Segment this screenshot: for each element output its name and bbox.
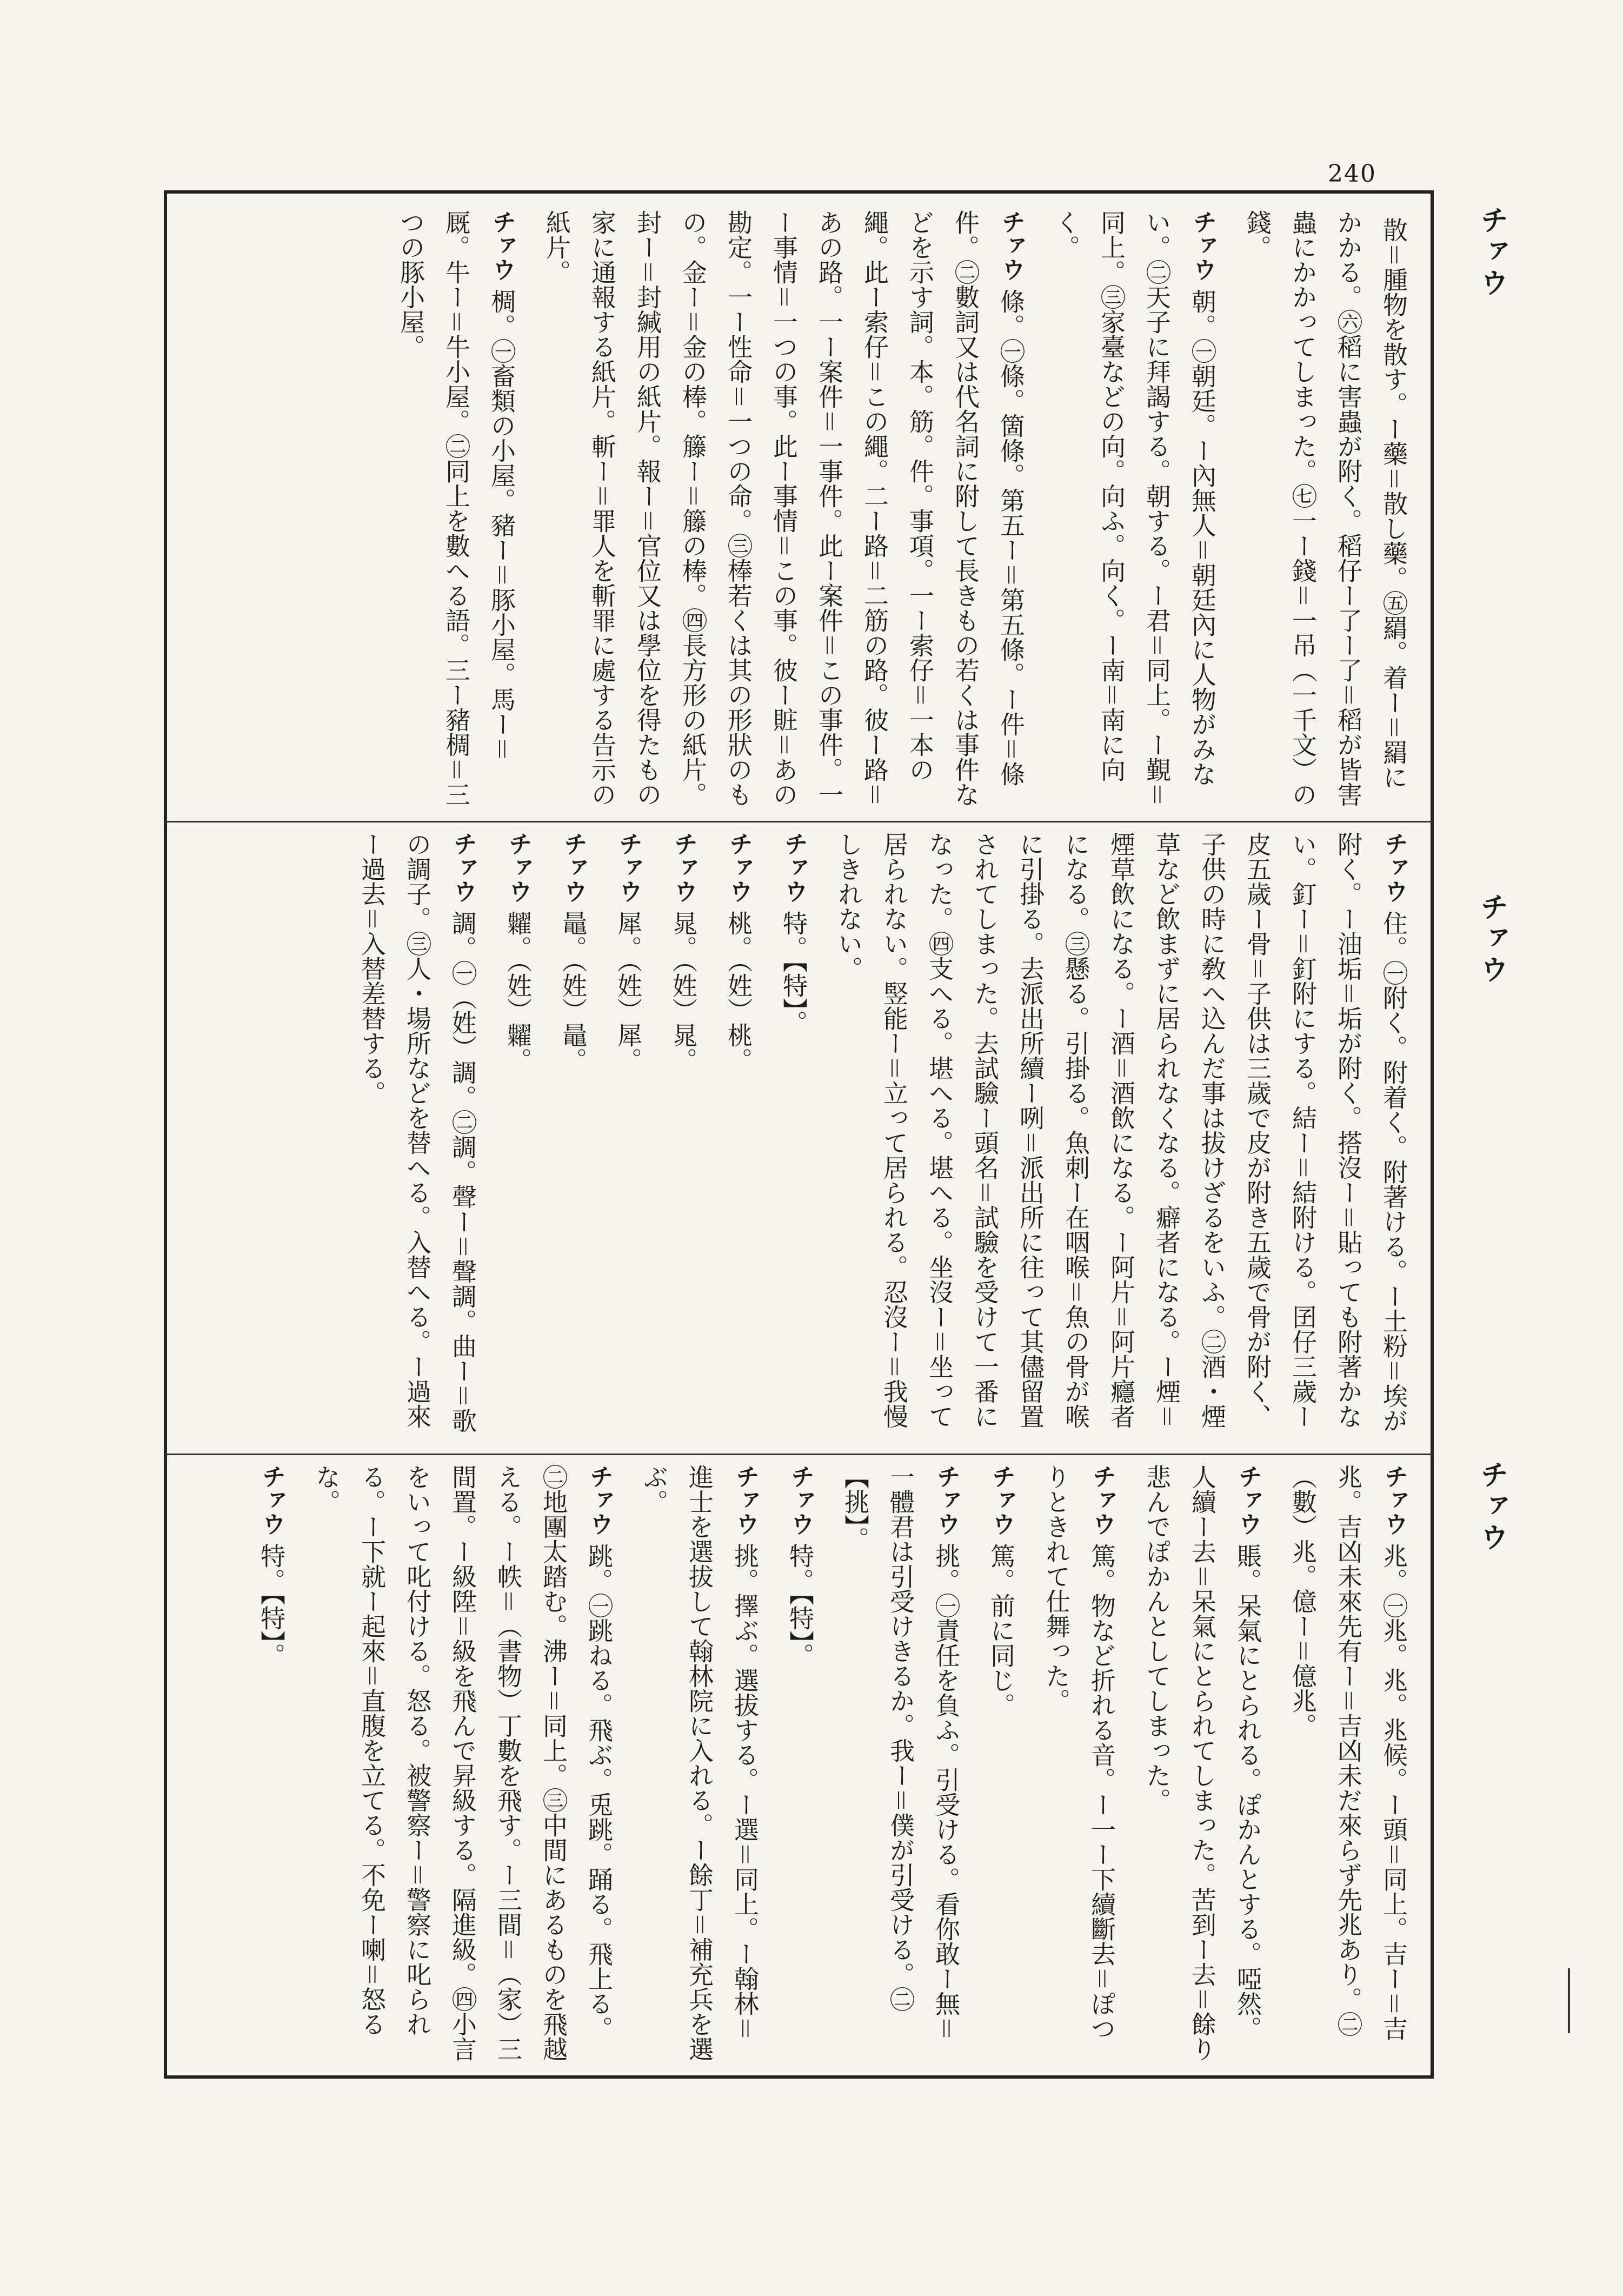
- headword: チァウ: [933, 1464, 960, 1536]
- entry-text: 犀。（姓）犀。: [614, 911, 643, 1072]
- section-middle: [184, 832, 1416, 1443]
- headword: チァウ: [1234, 1464, 1262, 1536]
- entry-text: 鼂。（姓）鼂。: [558, 911, 588, 1072]
- headword: チァウ: [586, 1464, 613, 1536]
- entry-text: 挑。㊀責任を負ふ。引受ける。看你敢ー無＝一體君は引受けきるか。我ー＝僕が引受ける。㊁【挑】。: [841, 1464, 961, 2041]
- entry-text: 糶。（姓）糶。: [503, 911, 533, 1072]
- headword: チァウ: [780, 832, 808, 903]
- entry: [1034, 1464, 1125, 2065]
- headword: チァウ: [731, 1464, 759, 1536]
- headword: チァウ: [615, 832, 642, 903]
- entry-text: 朝。㊀朝廷。ー內無人＝朝廷內に人物がみない。㊁天子に拜謁する。朝する。ー君＝同上。ー覲＝同上。㊂家臺などの向。向ふ。向く。ー南＝南に向く。: [1052, 210, 1217, 807]
- headword: チァウ: [988, 1464, 1015, 1536]
- entry-text: 晁。（姓）晁。: [669, 911, 698, 1072]
- headword: チァウ: [997, 210, 1025, 281]
- entry-text: 散＝腫物を散す。ー藥＝散し藥。㊄羂。着ー＝羂にかかる。㊅稻に害蟲が附く。稻仔ー了ー了＝稻が皆害蟲にかかってしまった。㊆一ー錢＝一吊（一千文）の錢。: [1243, 210, 1408, 807]
- entry: [249, 1464, 294, 2065]
- entry: [388, 210, 524, 810]
- headword: チァウ: [560, 832, 587, 903]
- entry: [304, 1464, 622, 2065]
- entry: [606, 832, 651, 1443]
- headword: チァウ: [488, 210, 516, 281]
- entry-text: 篤。前に同じ。: [987, 1543, 1016, 1717]
- entry-text: 調。㊀（姓）調。㊁調。聲ー＝聲調。曲ー＝歌の調子。㊂人・場所などを替へる。入替へる。ー過來ー過去＝入替差替する。: [357, 832, 477, 1433]
- headword: チァウ: [258, 1464, 285, 1536]
- entry: [716, 832, 761, 1443]
- headword: チァウ: [1380, 832, 1408, 903]
- section-heading-bottom: チァウ: [1475, 1460, 1508, 1554]
- entry-text: 特。【特】。: [786, 1543, 815, 1668]
- entry: [1280, 1464, 1416, 2065]
- entry: [833, 1464, 969, 2065]
- headword: チァウ: [1088, 1464, 1116, 1536]
- section-heading-middle: チァウ: [1475, 892, 1508, 986]
- entry: [534, 210, 1034, 810]
- headword: チァウ: [787, 1464, 814, 1536]
- section-divider-2: [164, 1454, 1434, 1455]
- entry-text: 挑。擇ぶ。選拔する。ー選＝同上。ー翰林＝進士を選拔して翰林院に入れる。ー餘丁＝補充兵を選ぶ。: [640, 1464, 760, 2061]
- entry-text: 椆。㊀畜類の小屋。豬ー＝豚小屋。馬ー＝厩。牛ー＝牛小屋。㊁同上を數へる語。三ー豬椆＝三つの豚小屋。: [396, 210, 516, 807]
- page-number: 240: [1328, 160, 1376, 188]
- entry-text: 桃。（姓）桃。: [724, 911, 753, 1072]
- entry: [631, 1464, 768, 2065]
- entry-text: 篤。物など折れる音。ー一ー下續斷去＝ぽつりときれて仕舞った。: [1042, 1464, 1116, 2041]
- entry: [771, 832, 816, 1443]
- entry: [1134, 1464, 1271, 2065]
- section-heading-top: チァウ: [1475, 205, 1508, 300]
- section-bottom: [184, 1464, 1416, 2065]
- section-top: [184, 210, 1416, 810]
- entry: [826, 832, 1416, 1443]
- entry-text: 兆。㊀兆。兆。兆候。ー頭＝同上。吉ー＝吉兆。吉凶未來先有ー＝吉凶未だ來らず先兆あり。㊁（數）兆。億ー＝億兆。: [1288, 1464, 1408, 2041]
- entry-text: 賬。呆氣にとられる。ぽかんとする。啞然。人續ー去＝呆氣にとられてしまった。苦到ー去＝餘り悲んでぽかんとしてしまった。: [1142, 1464, 1262, 2061]
- entry-text: 特。【特】。: [779, 911, 808, 1035]
- headword: チァウ: [504, 832, 532, 903]
- edge-mark: [1568, 1968, 1570, 2033]
- entry: [495, 832, 541, 1443]
- headword: チァウ: [1380, 1464, 1408, 1536]
- entry: [661, 832, 706, 1443]
- headword: チァウ: [670, 832, 697, 903]
- entry: [1235, 210, 1416, 810]
- entry-text: 跳。㊀跳ねる。飛ぶ。兎跳。踊る。飛上る。㊁地團太踏む。沸ー＝同上。㊂中間にあるものを飛越える。ー帙＝（書物）丁數を飛す。ー三間＝（家）三間置。ー級陞＝級を飛んで昇級する。隔進級。㊃小言をいって叱付ける。怒る。被警察ー＝警察に叱られる。ー下就ー起來＝直腹を立てる。不免ー喇＝怒るな。: [312, 1464, 614, 2061]
- entry: [550, 832, 596, 1443]
- entry: [349, 832, 485, 1443]
- entry: [979, 1464, 1024, 2065]
- entry-text: 條。㊀條。箇條。第五ー＝第五條。ー件＝條件。㊁數詞又は代名詞に附して長きもの若くは事件などを示す詞。本。筋。件。事項。一ー索仔＝一本の繩。此ー索仔＝この繩。二ー路＝二筋の路。彼ー路＝あの路。一ー案件＝一事件。此ー案件＝この事件。一ー事情＝一つの事。此ー事情＝この事。彼ー賍＝あの勘定。一ー性命＝一つの命。㊂棒若くは其の形狀のもの。金ー＝金の棒。籐ー＝籐の棒。㊃長方形の紙片。封ー＝封緘用の紙片。報ー＝官位又は學位を得たもの家に通報する紙片。斬ー＝罪人を斬罪に處する告示の紙片。: [542, 210, 1026, 807]
- entry: [1043, 210, 1225, 810]
- headword: チァウ: [449, 832, 477, 903]
- section-divider-1: [164, 821, 1434, 822]
- entry: [777, 1464, 823, 2065]
- entry-text: 特。【特】。: [257, 1543, 286, 1668]
- headword: チァウ: [1189, 210, 1216, 281]
- entry-text: 住。㊀附く。附着く。附著ける。ー土粉＝埃が附く。ー油垢＝垢が附く。搭沒ー＝貼っても附著かない。釘ー＝釘附にする。結ー＝結附ける。囝仔三歲ー皮五歲ー骨＝子供は三歲で皮が附き五歲で骨が附く、子供の時に敎へ込んだ事は拔けざるをいふ。㊁酒・煙草など飲まずに居られなくなる。癖者になる。ー煙＝煙草飲になる。ー酒＝酒飲になる。ー阿片＝阿片癮者になる。㊂懸る。引掛る。魚刺ー在咽喉＝魚の骨が喉に引掛る。去派出所續ー咧＝派出所に往って其儘留置されてしまった。去試驗ー頭名＝試驗を受けて一番になった。㊃支へる。堪へる。堪へる。坐沒ー＝坐って居られない。竪能ー＝立って居られる。忍沒ー＝我慢しきれない。: [834, 832, 1408, 1433]
- headword: チァウ: [725, 832, 753, 903]
